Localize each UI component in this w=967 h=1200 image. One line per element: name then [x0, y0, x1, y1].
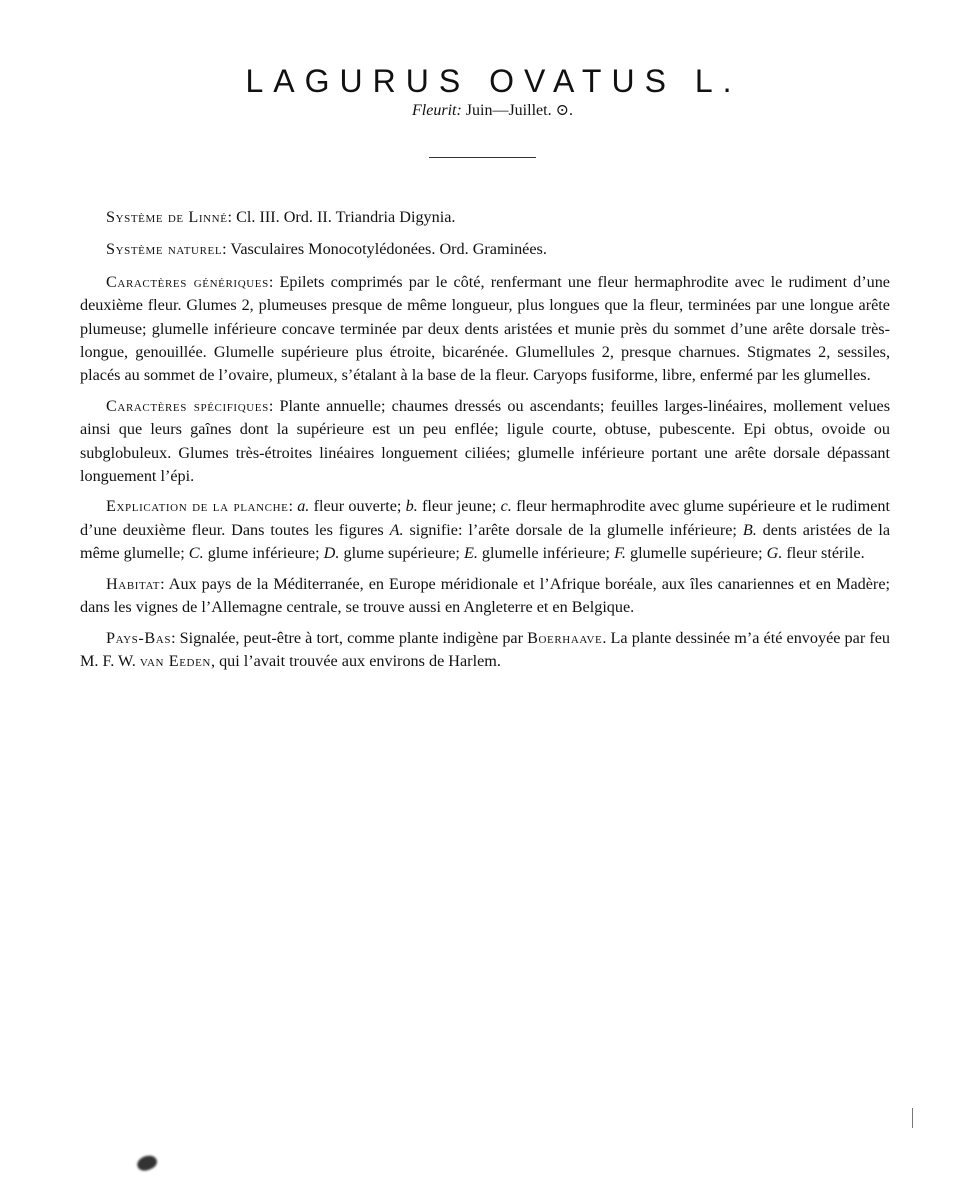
text-systeme-naturel: : Vasculaires Monocotylédonées. Ord. Graminées.	[222, 240, 547, 259]
text-segment: glume supérieure;	[339, 544, 464, 563]
paragraph-habitat	[80, 573, 890, 620]
figure-ref-A: A.	[389, 520, 404, 539]
heading-caracteres-specifiques: Caractères spécifiques	[106, 396, 269, 415]
text-segment: fleur stérile.	[782, 544, 865, 563]
text-segment: : Signalée, peut-être à tort, comme plante indigène par	[171, 628, 528, 647]
person-name-van-eeden: van Eeden	[139, 651, 211, 670]
figure-ref-B: B.	[742, 520, 757, 539]
text-caracteres-generiques: : Epilets comprimés par le côté, renfermant une fleur hermaphrodite avec le rudiment d’une deuxième fleur. Glumes 2, plumeuses presque de même longueur, plus longues que la fleur, terminées par une longue arête plumeuse; glumelle inférieure concave terminée par deux dents aristées et munie près du sommet d’une arête dorsale très-longue, genouillée. Glumelle supérieure plus étroite, bicarénée. Glumellules 2, presque charnues. Stigmates 2, sessiles, placés au sommet de l’ovaire, plumeux, s’étalant à la base de la fleur. Caryops fusiforme, libre, enfermé par les glumelles.	[80, 272, 890, 385]
page-title: LAGURUS OVATUS L.	[245, 63, 742, 100]
heading-caracteres-generiques: Caractères génériques	[106, 272, 269, 291]
heading-linne: Système de Linné	[106, 208, 228, 226]
figure-ref-b: b.	[405, 497, 418, 516]
figure-ref-F: F.	[614, 544, 626, 563]
description-body	[80, 206, 890, 680]
ink-smudge	[135, 1152, 159, 1173]
person-name-boerhaave: Boerhaave	[527, 628, 603, 647]
divider-rule	[429, 157, 536, 158]
text-caracteres-specifiques: : Plante annuelle; chaumes dressés ou ascendants; feuilles larges-linéaires, mollement velues ainsi que leurs gaînes dont la supérieure est un peu enflée; ligule courte, obtuse, pubescente. Epi obtus, ovoide ou subglobuleux. Glumes très-étroites linéaires longuement ciliées; glumelle inférieure portant une arête dorsale dépassant longuement l’épi.	[80, 396, 890, 486]
text-segment: glumelle inférieure;	[477, 544, 615, 563]
paragraph-caracteres-generiques	[80, 271, 890, 388]
figure-ref-D: D.	[323, 544, 340, 563]
text-segment: glume inférieure;	[203, 544, 324, 563]
figure-ref-a: a.	[297, 497, 310, 516]
text-segment: signifie: l’arête dorsale de la glumelle inférieure;	[403, 520, 743, 539]
figure-ref-c: c.	[500, 497, 512, 516]
text-segment: fleur jeune;	[417, 497, 501, 516]
text-segment: :	[288, 497, 298, 516]
paragraph-pays-bas	[80, 627, 890, 674]
paragraph-explication-planche	[80, 495, 890, 565]
heading-systeme-naturel: Système naturel	[106, 240, 223, 259]
text-segment: . La plante dessinée m’a été envoyée par feu M. F. W.	[80, 628, 890, 670]
figure-ref-G: G.	[766, 544, 783, 563]
text-segment: , qui l’avait trouvée aux environs de Harlem.	[210, 651, 501, 670]
heading-pays-bas: Pays-Bas	[106, 628, 172, 647]
text-habitat: : Aux pays de la Méditerranée, en Europe méridionale et l’Afrique boréale, aux îles canariennes et en Madère; dans les vignes de l’Allemagne centrale, se trouve aussi en Angleterre et en Belgique.	[80, 574, 890, 617]
text-segment: dents aristées de la même glumelle;	[80, 520, 891, 563]
figure-ref-E: E.	[463, 544, 478, 563]
text-linne: : Cl. III. Ord. II. Triandria Digynia.	[227, 208, 456, 226]
scan-edge-mark	[912, 1108, 913, 1128]
paragraph-systeme-naturel	[80, 238, 890, 261]
text-segment: glumelle supérieure;	[625, 544, 767, 563]
flowering-line	[0, 100, 967, 120]
heading-explication-planche: Explication de la planche	[106, 497, 289, 516]
paragraph-linne	[80, 206, 890, 229]
heading-habitat: Habitat	[106, 574, 161, 593]
flowering-value: Juin—Juillet. ⊙.	[465, 102, 573, 119]
paragraph-caracteres-specifiques	[80, 395, 890, 489]
figure-ref-C: C.	[188, 544, 204, 563]
text-segment: fleur ouverte;	[309, 497, 406, 516]
text-segment: fleur hermaphrodite avec glume supérieure et le rudiment d’une deuxième fleur. Dans toutes les figures	[80, 497, 891, 539]
flowering-label: Fleurit:	[412, 102, 462, 119]
